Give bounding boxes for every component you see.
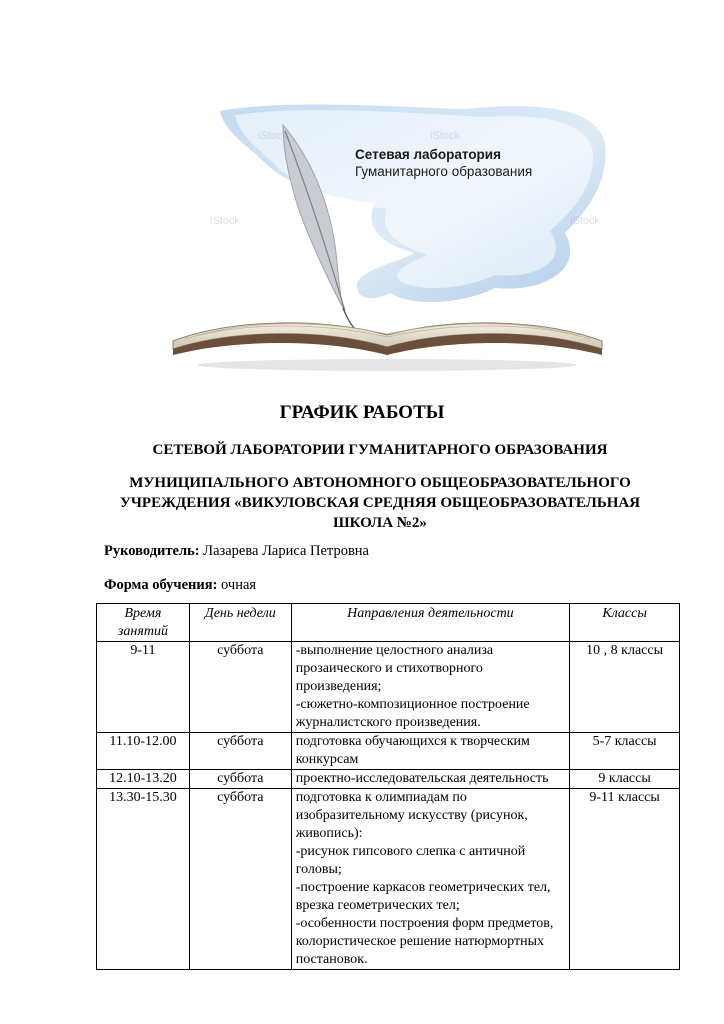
school-subtitle-line: ШКОЛА №2»: [333, 515, 427, 531]
activity-line: подготовка к олимпиадам по изобразительному искусству (рисунок, живопись):: [295, 790, 528, 841]
header-time: Время занятий: [97, 604, 190, 642]
cell-activities: [291, 642, 569, 733]
cell-grades: 9 классы: [570, 770, 680, 789]
table-row: [97, 642, 680, 733]
activity-line: -рисунок гипсового слепка с античной головы;: [295, 844, 526, 877]
activity-line: проектно-исследовательская деятельность: [295, 771, 549, 786]
form-field: [104, 577, 256, 594]
banner-line-2: Гуманитарного образования: [355, 164, 533, 179]
header-activities: Направления деятельности: [291, 604, 569, 642]
cell-day: суббота: [189, 789, 291, 970]
table-header-row: [97, 604, 680, 642]
cell-grades: 9-11 классы: [570, 789, 680, 970]
activity-line: -особенности построения форм предметов, колористическое решение натюрмортных постановок.: [295, 916, 554, 967]
head-label: Руководитель:: [104, 543, 200, 559]
header-grades: Классы: [570, 604, 680, 642]
table-row: [97, 770, 680, 789]
school-subtitle-line: МУНИЦИПАЛЬНОГО АВТОНОМНОГО ОБЩЕОБРАЗОВАТЕЛЬНОГО: [129, 475, 631, 491]
cell-time: 11.10-12.00: [97, 733, 190, 770]
document-title: ГРАФИК РАБОТЫ: [279, 402, 445, 423]
banner-illustration: [165, 103, 610, 373]
banner-title: [355, 146, 532, 180]
activity-line: -выполнение целостного анализа прозаического и стихотворного произведения;: [295, 643, 494, 694]
school-subtitle: [90, 473, 670, 533]
cell-time: 9-11: [97, 642, 190, 733]
cell-day: суббота: [189, 733, 291, 770]
form-value: очная: [221, 577, 257, 593]
form-label: Форма обучения:: [104, 577, 218, 593]
cell-day: суббота: [189, 770, 291, 789]
banner-line-1: Сетевая лаборатория: [355, 147, 501, 162]
head-value: Лазарева Лариса Петровна: [203, 543, 369, 559]
schedule-table: [96, 603, 680, 970]
lab-subtitle: СЕТЕВОЙ ЛАБОРАТОРИИ ГУМАНИТАРНОГО ОБРАЗОВАНИЯ: [152, 442, 608, 458]
cell-grades: 5-7 классы: [570, 733, 680, 770]
table-row: [97, 789, 680, 970]
activity-line: -сюжетно-композиционное построение журналистского произведения.: [295, 697, 530, 730]
cell-activities: [291, 770, 569, 789]
activity-line: подготовка обучающихся к творческим конкурсам: [295, 734, 530, 767]
cell-day: суббота: [189, 642, 291, 733]
cell-activities: [291, 789, 569, 970]
cell-time: 12.10-13.20: [97, 770, 190, 789]
header-day: День недели: [189, 604, 291, 642]
cell-time: 13.30-15.30: [97, 789, 190, 970]
activity-line: -построение каркасов геометрических тел, врезка геометрических тел;: [295, 880, 551, 913]
school-subtitle-line: УЧРЕЖДЕНИЯ «ВИКУЛОВСКАЯ СРЕДНЯЯ ОБЩЕОБРАЗОВАТЕЛЬНАЯ: [119, 495, 641, 511]
table-row: [97, 733, 680, 770]
head-field: [104, 543, 369, 560]
cell-activities: [291, 733, 569, 770]
cell-grades: 10 , 8 классы: [570, 642, 680, 733]
